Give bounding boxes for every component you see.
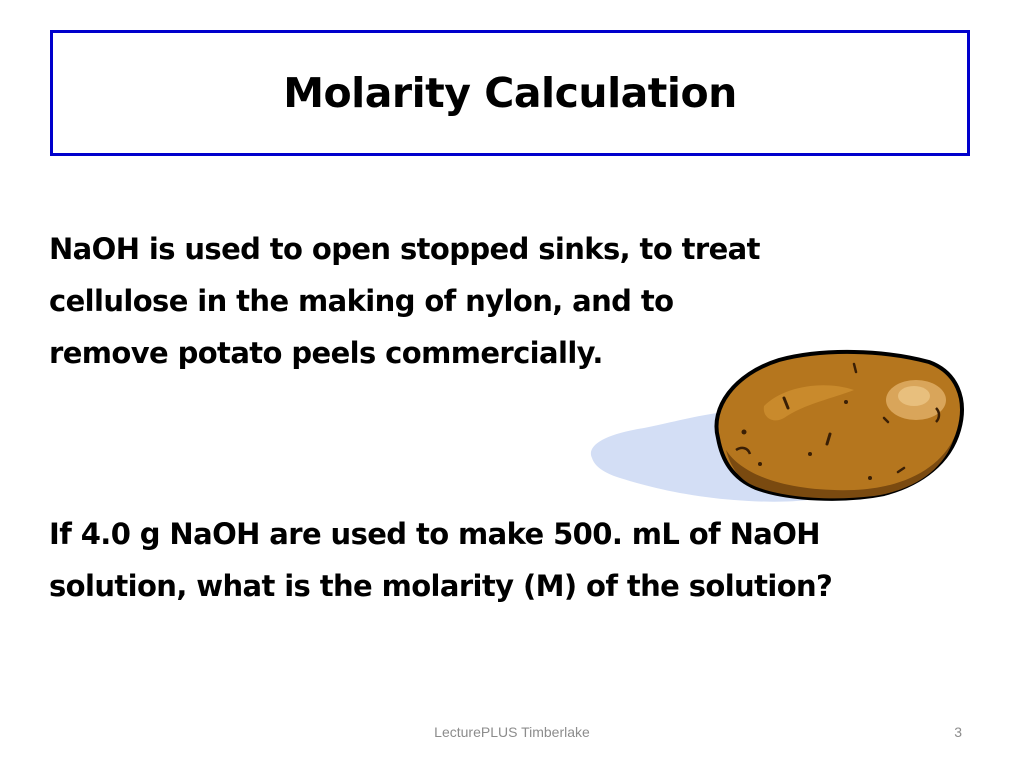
paragraph-question	[49, 508, 832, 612]
potato-spot	[808, 452, 812, 456]
paragraph-line: remove potato peels commercially.	[49, 336, 603, 370]
title-box	[50, 30, 970, 156]
paragraph-line: NaOH is used to open stopped sinks, to treat	[49, 232, 760, 266]
paragraph-line: solution, what is the molarity (M) of the solution?	[49, 569, 833, 603]
footer-credit: LecturePLUS Timberlake	[434, 724, 590, 740]
potato-highlight-inner	[898, 386, 930, 406]
paragraph-line: If 4.0 g NaOH are used to make 500. mL of NaOH	[49, 517, 820, 551]
paragraph-line: cellulose in the making of nylon, and to	[49, 284, 674, 318]
slide-number: 3	[954, 724, 962, 740]
potato-spot	[742, 430, 747, 435]
potato-spot	[758, 462, 762, 466]
slide-title: Molarity Calculation	[283, 69, 737, 117]
potato-image	[584, 346, 968, 506]
potato-spot	[868, 476, 872, 480]
potato-spot	[844, 400, 848, 404]
